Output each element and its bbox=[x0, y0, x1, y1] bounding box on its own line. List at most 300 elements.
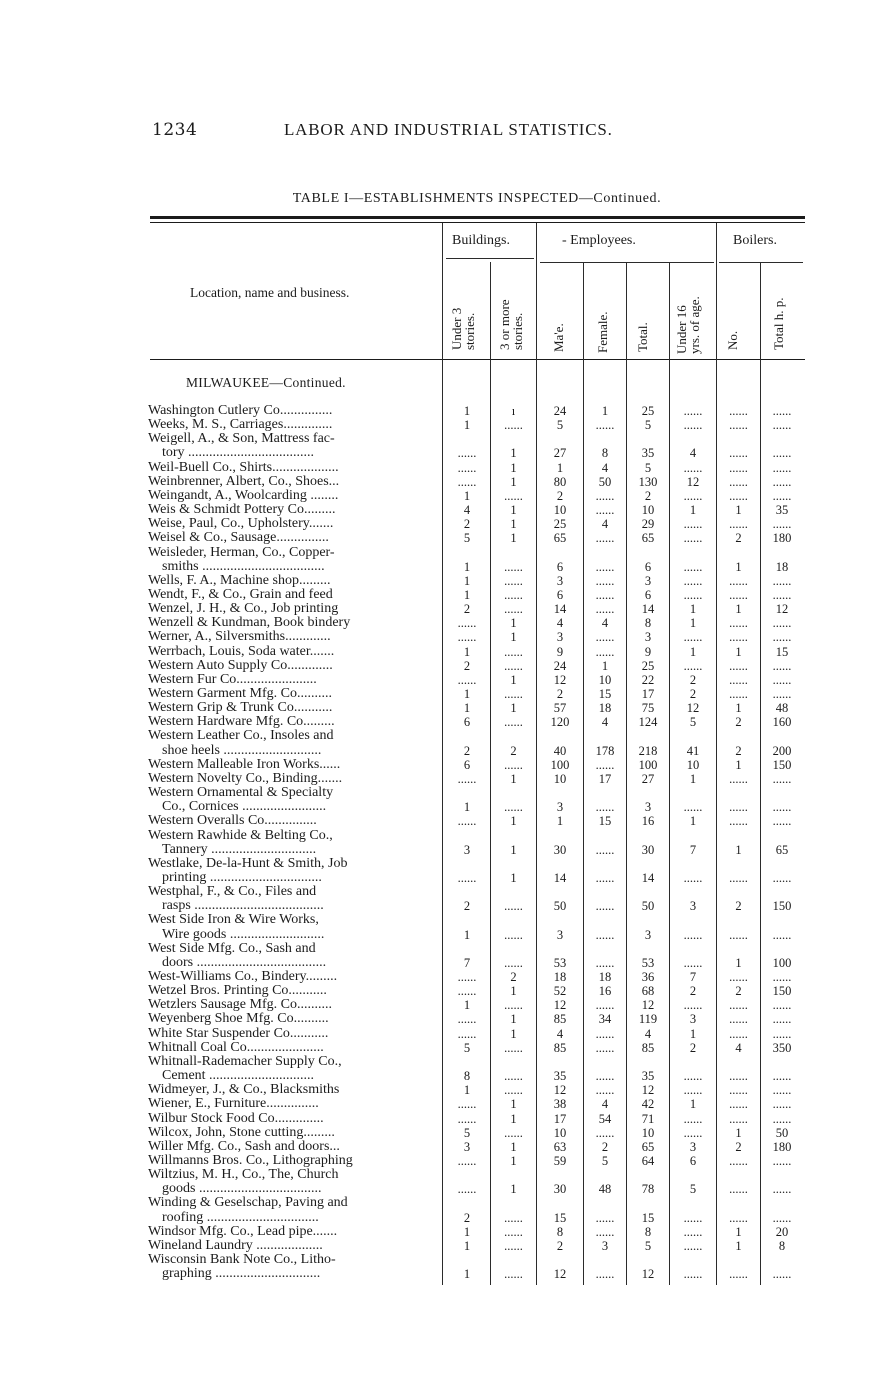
cell-male: 3 bbox=[556, 573, 564, 588]
cell-u16: ...... bbox=[683, 1210, 703, 1225]
cell-female: 54 bbox=[598, 1111, 612, 1126]
row-name: West-Williams Co., Bindery......... bbox=[148, 970, 338, 984]
cell-total: 17 bbox=[641, 687, 655, 701]
cell-hp: ...... bbox=[772, 488, 792, 503]
cell-female: 18 bbox=[598, 701, 612, 716]
cell-no: 2 bbox=[735, 984, 742, 999]
cell-total: 10 bbox=[641, 1125, 655, 1140]
cell-total: 3 bbox=[644, 630, 652, 645]
cell-hp: ...... bbox=[772, 1111, 792, 1126]
cell-hp: 12 bbox=[775, 602, 789, 617]
cell-u3: ...... bbox=[457, 1153, 477, 1168]
cell-hp: ...... bbox=[772, 418, 792, 433]
cell-female: ...... bbox=[595, 1267, 615, 1282]
cell-m3: ...... bbox=[504, 1210, 523, 1225]
row-name: White Star Suspender Co........... bbox=[148, 1026, 329, 1041]
cell-u3: 7 bbox=[463, 955, 471, 970]
cell-hp: ...... bbox=[772, 1153, 792, 1168]
cell-male: 14 bbox=[553, 870, 567, 885]
cell-total: 68 bbox=[641, 984, 655, 999]
row-name: Willmanns Bros. Co., Lithographing bbox=[148, 1153, 353, 1168]
row-name: Widmeyer, J., & Co., Blacksmiths bbox=[148, 1083, 340, 1098]
cell-male: 24 bbox=[553, 404, 567, 418]
cell-male: 2 bbox=[556, 488, 564, 503]
cell-m3: ...... bbox=[504, 658, 523, 673]
cell-u16: 12 bbox=[686, 701, 700, 716]
row-name: Tannery .............................. bbox=[162, 842, 317, 857]
cell-female: ...... bbox=[595, 602, 615, 617]
cell-u16: 1 bbox=[689, 644, 697, 659]
cell-total: 12 bbox=[641, 998, 655, 1013]
cell-hp: 160 bbox=[772, 715, 792, 730]
table-title: TABLE I—ESTABLISHMENTS INSPECTED—Continued. bbox=[292, 191, 662, 206]
cell-hp: ...... bbox=[772, 1097, 792, 1112]
cell-total: 8 bbox=[644, 616, 652, 631]
cell-total: 27 bbox=[641, 771, 655, 786]
row-name: Werrbach, Louis, Soda water....... bbox=[148, 644, 335, 659]
cell-m3: ...... bbox=[504, 927, 523, 942]
cell-u3: 2 bbox=[463, 1210, 471, 1225]
row-name: Western Ornamental & Specialty bbox=[148, 786, 334, 801]
row-name: rasps ..................................... bbox=[162, 899, 324, 914]
cell-m3: ...... bbox=[504, 715, 523, 730]
cell-no: ...... bbox=[729, 1097, 748, 1112]
cell-female: ...... bbox=[595, 418, 615, 433]
cell-male: 80 bbox=[553, 474, 567, 489]
cell-u16: 3 bbox=[689, 899, 697, 914]
cell-u16: 3 bbox=[689, 1012, 697, 1027]
cell-m3: ...... bbox=[504, 1238, 523, 1253]
row-name: goods ................................... bbox=[162, 1182, 322, 1197]
cell-male: 65 bbox=[553, 531, 567, 546]
cell-no: ...... bbox=[729, 573, 748, 588]
row-name: Washington Cutlery Co............... bbox=[148, 404, 333, 418]
row-name: Western Fur Co....................... bbox=[148, 672, 317, 687]
cell-total: 8 bbox=[644, 1224, 652, 1239]
cell-female: ...... bbox=[595, 899, 615, 914]
cell-female: ...... bbox=[595, 1224, 615, 1239]
cell-female: 18 bbox=[598, 970, 612, 984]
cell-u16: 10 bbox=[686, 757, 700, 772]
cell-m3: ...... bbox=[504, 757, 523, 772]
cell-female: 4 bbox=[601, 715, 609, 730]
cell-no: 1 bbox=[735, 602, 742, 617]
cell-no: 4 bbox=[735, 1040, 742, 1055]
cell-female: 34 bbox=[598, 1012, 612, 1027]
cell-u3: 1 bbox=[463, 573, 471, 588]
cell-u3: 1 bbox=[463, 404, 471, 418]
cell-u3: 1 bbox=[463, 1224, 471, 1239]
row-name: Weigell, A., & Son, Mattress fac- bbox=[148, 432, 335, 447]
row-name: Winding & Geselschap, Paving and bbox=[148, 1196, 348, 1211]
cell-total: 85 bbox=[641, 1040, 655, 1055]
cell-female: ...... bbox=[595, 1040, 615, 1055]
cell-hp: ...... bbox=[772, 672, 792, 687]
cell-male: 10 bbox=[553, 1125, 567, 1140]
cell-u3: 1 bbox=[463, 587, 471, 602]
cell-total: 4 bbox=[644, 1026, 652, 1041]
cell-m3: ...... bbox=[504, 955, 523, 970]
cell-male: 30 bbox=[553, 842, 567, 857]
cell-no: ...... bbox=[729, 998, 748, 1013]
row-name: tory .................................... bbox=[162, 446, 315, 461]
row-name: Western Malleable Iron Works...... bbox=[148, 757, 341, 772]
cell-total: 22 bbox=[641, 672, 655, 687]
cell-u3: 1 bbox=[463, 800, 471, 815]
cell-u16: ...... bbox=[683, 630, 703, 645]
cell-female: ...... bbox=[595, 531, 615, 546]
cell-male: 100 bbox=[550, 757, 570, 772]
cell-u16: ...... bbox=[683, 658, 703, 673]
cell-m3: ı bbox=[511, 404, 516, 418]
cell-no: ...... bbox=[729, 1069, 748, 1084]
cell-u16: ...... bbox=[683, 998, 703, 1013]
row-name: Weil-Buell Co., Shirts................... bbox=[148, 460, 339, 475]
cell-no: ...... bbox=[729, 927, 748, 942]
cell-u16: 41 bbox=[686, 743, 700, 758]
row-name: Wetzel Bros. Printing Co........... bbox=[148, 984, 327, 999]
cell-no: 2 bbox=[735, 531, 742, 546]
cell-hp: ...... bbox=[772, 800, 792, 815]
cell-female: ...... bbox=[595, 870, 615, 885]
under-3-stories-header: Under 3 stories. bbox=[449, 307, 477, 350]
cell-m3: ...... bbox=[504, 1267, 523, 1282]
row-name: Western Auto Supply Co............. bbox=[148, 658, 333, 673]
cell-u3: 3 bbox=[463, 842, 471, 857]
cell-no: ...... bbox=[729, 1012, 748, 1027]
cell-no: ...... bbox=[729, 1083, 748, 1098]
cell-m3: 2 bbox=[510, 743, 517, 758]
cell-u16: 2 bbox=[689, 1040, 697, 1055]
cell-hp: 180 bbox=[772, 1139, 792, 1154]
cell-hp: ...... bbox=[772, 1182, 792, 1197]
row-name: Wells, F. A., Machine shop......... bbox=[148, 573, 331, 588]
cell-no: 1 bbox=[735, 757, 742, 772]
cell-female: 50 bbox=[598, 474, 612, 489]
cell-u3: 1 bbox=[463, 998, 471, 1013]
cell-female: 8 bbox=[601, 446, 609, 461]
cell-m3: 1 bbox=[510, 771, 517, 786]
cell-m3: 1 bbox=[510, 870, 517, 885]
cell-female: ...... bbox=[595, 955, 615, 970]
cell-female: 48 bbox=[598, 1182, 612, 1197]
cell-m3: ...... bbox=[504, 1224, 523, 1239]
cell-u3: 2 bbox=[463, 743, 471, 758]
cell-female: 16 bbox=[598, 984, 612, 999]
cell-female: ...... bbox=[595, 1069, 615, 1084]
cell-total: 14 bbox=[641, 602, 655, 617]
female-header: Female. bbox=[595, 311, 610, 353]
cell-female: ...... bbox=[595, 800, 615, 815]
cell-m3: 1 bbox=[510, 1182, 517, 1197]
cell-u16: ...... bbox=[683, 1238, 703, 1253]
row-name: Westlake, De-la-Hunt & Smith, Job bbox=[148, 856, 348, 871]
cell-female: ...... bbox=[595, 842, 615, 857]
cell-female: 178 bbox=[595, 743, 615, 758]
under-16-header: Under 16 yrs. of age. bbox=[674, 296, 702, 354]
cell-u3: 1 bbox=[463, 644, 471, 659]
cell-u3: 6 bbox=[463, 757, 471, 772]
cell-female: 15 bbox=[598, 687, 612, 701]
boilers-header: Boilers. bbox=[733, 233, 777, 248]
cell-hp: 20 bbox=[775, 1224, 789, 1239]
cell-hp: ...... bbox=[772, 1083, 792, 1098]
cell-no: 1 bbox=[735, 503, 742, 518]
cell-male: 30 bbox=[553, 1182, 567, 1197]
total-header: Total. bbox=[635, 322, 650, 352]
cell-no: ...... bbox=[729, 687, 748, 701]
cell-total: 5 bbox=[644, 418, 652, 433]
cell-male: 6 bbox=[556, 559, 564, 574]
boiler-no-header: No. bbox=[725, 330, 740, 350]
cell-total: 75 bbox=[641, 701, 655, 716]
cell-no: ...... bbox=[729, 814, 748, 829]
cell-hp: 35 bbox=[775, 503, 789, 518]
row-name: Wineland Laundry ................... bbox=[148, 1238, 323, 1253]
cell-no: ...... bbox=[729, 517, 748, 532]
cell-u3: ...... bbox=[457, 672, 477, 687]
cell-u3: 1 bbox=[463, 488, 471, 503]
cell-no: 1 bbox=[735, 701, 742, 716]
cell-u3: ...... bbox=[457, 1026, 477, 1041]
cell-total: 35 bbox=[641, 1069, 655, 1084]
cell-u3: ...... bbox=[457, 460, 477, 475]
cell-u16: ...... bbox=[683, 418, 703, 433]
cell-male: 2 bbox=[556, 1238, 564, 1253]
cell-male: 12 bbox=[553, 1267, 567, 1282]
cell-m3: 1 bbox=[510, 1097, 517, 1112]
cell-u16: ...... bbox=[683, 1267, 703, 1282]
cell-female: 4 bbox=[601, 1097, 609, 1112]
cell-u16: ...... bbox=[683, 488, 703, 503]
cell-hp: ...... bbox=[772, 870, 792, 885]
row-name: Wiltzius, M. H., Co., The, Church bbox=[148, 1168, 339, 1183]
row-name: roofing ................................ bbox=[162, 1210, 319, 1225]
row-name: Whitnall-Rademacher Supply Co., bbox=[148, 1054, 342, 1069]
row-name: Western Novelty Co., Binding....... bbox=[148, 771, 343, 786]
cell-m3: ...... bbox=[504, 488, 523, 503]
cell-u16: 1 bbox=[689, 814, 697, 829]
cell-male: 40 bbox=[553, 743, 567, 758]
cell-female: 4 bbox=[601, 517, 609, 532]
cell-female: ...... bbox=[595, 488, 615, 503]
cell-male: 18 bbox=[553, 970, 567, 984]
cell-hp: ...... bbox=[772, 687, 792, 701]
cell-u16: 12 bbox=[686, 474, 700, 489]
cell-no: ...... bbox=[729, 658, 748, 673]
cell-male: 3 bbox=[556, 800, 564, 815]
cell-no: ...... bbox=[729, 446, 748, 461]
cell-m3: ...... bbox=[504, 418, 523, 433]
cell-u16: 1 bbox=[689, 616, 697, 631]
cell-female: ...... bbox=[595, 573, 615, 588]
cell-u16: 2 bbox=[689, 984, 697, 999]
cell-u3: 1 bbox=[463, 927, 471, 942]
cell-m3: 1 bbox=[510, 531, 517, 546]
cell-no: ...... bbox=[729, 870, 748, 885]
cell-total: 53 bbox=[641, 955, 655, 970]
cell-m3: ...... bbox=[504, 1040, 523, 1055]
cell-u16: ...... bbox=[683, 1111, 703, 1126]
cell-male: 10 bbox=[553, 771, 567, 786]
row-name: Western Overalls Co............... bbox=[148, 814, 317, 829]
cell-female: 4 bbox=[601, 460, 609, 475]
cell-no: 1 bbox=[735, 559, 742, 574]
cell-total: 3 bbox=[644, 573, 652, 588]
cell-u3: ...... bbox=[457, 1111, 477, 1126]
cell-total: 14 bbox=[641, 870, 655, 885]
cell-total: 64 bbox=[641, 1153, 655, 1168]
cell-hp: 8 bbox=[778, 1238, 786, 1253]
cell-m3: 1 bbox=[510, 517, 517, 532]
cell-no: 2 bbox=[735, 743, 742, 758]
cell-male: 120 bbox=[550, 715, 570, 730]
cell-hp: 200 bbox=[772, 743, 792, 758]
cell-u16: ...... bbox=[683, 559, 703, 574]
cell-u3: 2 bbox=[463, 899, 471, 914]
cell-male: 38 bbox=[553, 1097, 567, 1112]
cell-u3: ...... bbox=[457, 630, 477, 645]
cell-female: ...... bbox=[595, 644, 615, 659]
cell-m3: ...... bbox=[504, 899, 523, 914]
cell-male: 50 bbox=[553, 899, 567, 914]
cell-total: 42 bbox=[641, 1097, 655, 1112]
cell-male: 57 bbox=[553, 701, 567, 716]
cell-total: 124 bbox=[638, 715, 658, 730]
cell-no: 2 bbox=[735, 1139, 742, 1154]
cell-u16: 5 bbox=[689, 715, 697, 730]
row-name: Wisconsin Bank Note Co., Litho- bbox=[148, 1253, 336, 1267]
cell-no: ...... bbox=[729, 1182, 748, 1197]
cell-m3: ...... bbox=[504, 687, 523, 701]
cell-male: 12 bbox=[553, 998, 567, 1013]
cell-u16: 1 bbox=[689, 602, 697, 617]
cell-no: ...... bbox=[729, 460, 748, 475]
cell-hp: ...... bbox=[772, 814, 792, 829]
cell-total: 65 bbox=[641, 1139, 655, 1154]
cell-total: 29 bbox=[641, 517, 655, 532]
row-name: graphing .............................. bbox=[162, 1267, 321, 1282]
cell-u16: 3 bbox=[689, 1139, 697, 1154]
row-name: Wenzell & Kundman, Book bindery bbox=[148, 616, 351, 631]
cell-u16: 4 bbox=[689, 446, 697, 461]
cell-male: 15 bbox=[553, 1210, 567, 1225]
cell-female: 1 bbox=[601, 404, 609, 418]
cell-m3: 1 bbox=[510, 503, 517, 518]
cell-u3: ...... bbox=[457, 984, 477, 999]
cell-no: ...... bbox=[729, 1153, 748, 1168]
cell-female: 1 bbox=[601, 658, 609, 673]
row-name: Weingandt, A., Woolcarding ........ bbox=[148, 488, 339, 503]
row-name: Weisel & Co., Sausage............... bbox=[148, 531, 329, 546]
row-name: Whitnall Coal Co...................... bbox=[148, 1040, 324, 1055]
cell-hp: ...... bbox=[772, 446, 792, 461]
cell-male: 27 bbox=[553, 446, 567, 461]
cell-u16: ...... bbox=[683, 587, 703, 602]
cell-male: 35 bbox=[553, 1069, 567, 1084]
cell-total: 36 bbox=[641, 970, 655, 984]
cell-m3: 1 bbox=[510, 672, 517, 687]
cell-m3: ...... bbox=[504, 573, 523, 588]
cell-u3: 6 bbox=[463, 715, 471, 730]
row-name: Wilbur Stock Food Co.............. bbox=[148, 1111, 324, 1126]
cell-u3: ...... bbox=[457, 474, 477, 489]
cell-m3: 1 bbox=[510, 474, 517, 489]
cell-total: 78 bbox=[641, 1182, 655, 1197]
row-name: Western Grip & Trunk Co........... bbox=[148, 701, 333, 716]
cell-m3: ...... bbox=[504, 1125, 523, 1140]
cell-no: ...... bbox=[729, 1210, 748, 1225]
cell-male: 85 bbox=[553, 1040, 567, 1055]
cell-female: ...... bbox=[595, 559, 615, 574]
cell-total: 5 bbox=[644, 460, 652, 475]
cell-u16: ...... bbox=[683, 927, 703, 942]
cell-hp: 150 bbox=[772, 984, 792, 999]
row-name: Weyenberg Shoe Mfg. Co.......... bbox=[148, 1012, 329, 1027]
cell-male: 8 bbox=[556, 1224, 564, 1239]
row-name: Western Hardware Mfg. Co......... bbox=[148, 715, 335, 730]
male-header: Ma'e. bbox=[551, 323, 566, 352]
cell-male: 4 bbox=[556, 1026, 564, 1041]
cell-u3: ...... bbox=[457, 870, 477, 885]
cell-male: 59 bbox=[553, 1153, 567, 1168]
cell-u16: ...... bbox=[683, 573, 703, 588]
cell-female: 10 bbox=[598, 672, 612, 687]
cell-total: 130 bbox=[638, 474, 658, 489]
cell-no: ...... bbox=[729, 488, 748, 503]
cell-m3: ...... bbox=[504, 644, 523, 659]
cell-m3: 1 bbox=[510, 1153, 517, 1168]
cell-male: 9 bbox=[556, 644, 564, 659]
cell-hp: ...... bbox=[772, 460, 792, 475]
row-name: Wetzlers Sausage Mfg. Co.......... bbox=[148, 998, 332, 1013]
cell-total: 2 bbox=[644, 488, 652, 503]
cell-female: 15 bbox=[598, 814, 612, 829]
cell-no: ...... bbox=[729, 800, 748, 815]
cell-u3: ...... bbox=[457, 771, 477, 786]
cell-u3: ...... bbox=[457, 1012, 477, 1027]
cell-u16: ...... bbox=[683, 800, 703, 815]
cell-u3: 2 bbox=[463, 517, 471, 532]
cell-m3: ...... bbox=[504, 800, 523, 815]
cell-u16: ...... bbox=[683, 1069, 703, 1084]
cell-no: ...... bbox=[729, 1026, 748, 1041]
cell-m3: 1 bbox=[510, 630, 517, 645]
row-name: Western Rawhide & Belting Co., bbox=[148, 828, 333, 843]
cell-u3: 2 bbox=[463, 658, 471, 673]
cell-male: 1 bbox=[556, 814, 564, 829]
cell-hp: ...... bbox=[772, 771, 792, 786]
cell-hp: ...... bbox=[772, 573, 792, 588]
cell-hp: 350 bbox=[772, 1040, 792, 1055]
cell-no: 2 bbox=[735, 899, 742, 914]
cell-hp: 15 bbox=[775, 644, 789, 659]
cell-m3: 2 bbox=[510, 970, 517, 984]
cell-hp: ...... bbox=[772, 998, 792, 1013]
cell-female: 4 bbox=[601, 616, 609, 631]
cell-u16: 2 bbox=[689, 687, 697, 701]
cell-total: 25 bbox=[641, 404, 655, 418]
cell-u3: 1 bbox=[463, 701, 471, 716]
cell-hp: ...... bbox=[772, 658, 792, 673]
cell-u3: 1 bbox=[463, 559, 471, 574]
cell-no: ...... bbox=[729, 1111, 748, 1126]
cell-u3: 4 bbox=[463, 503, 471, 518]
cell-total: 10 bbox=[641, 503, 655, 518]
cell-u3: ...... bbox=[457, 1097, 477, 1112]
cell-female: ...... bbox=[595, 630, 615, 645]
cell-female: ...... bbox=[595, 587, 615, 602]
